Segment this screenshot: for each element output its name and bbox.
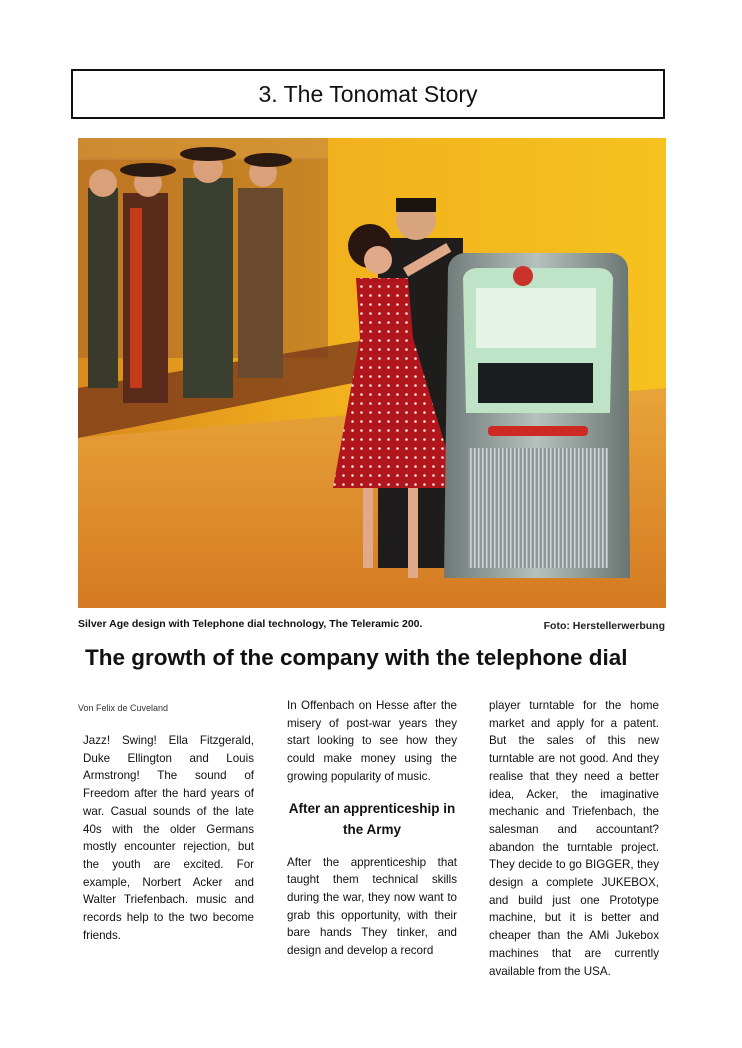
article-subheading: After an apprenticeship in the Army [288, 800, 456, 837]
jukebox-illustration [78, 138, 666, 608]
article-column-3 [489, 697, 659, 980]
photo-caption: Silver Age design with Telephone dial technology, The Teleramic 200. [78, 618, 423, 630]
page-title: 3. The Tonomat Story [258, 80, 478, 107]
column-2-text-b: After the apprenticeship that taught them technical skills during the war, they now want to grab this opportunity, with their bare hands They tinker, and design and develop a record [287, 855, 457, 958]
column-2-text-a: In Offenbach on Hesse after the misery of post-war years they start looking to see how they could make money using the growing popularity of music. [287, 699, 457, 783]
article-column-1 [83, 732, 254, 944]
column-1-text: Jazz! Swing! Ella Fitzgerald, Duke Ellington and Louis Armstrong! The sound of Freedom after the hard years of war. Casual sounds of the late 40s with the older Germans mostly encounter rejection, but the youth are excited. For example, Norbert Acker and Walter Triefenbach. music and records help to the two become friends. [83, 734, 254, 942]
jukebox-photo [78, 138, 666, 608]
jukebox [444, 253, 630, 578]
photo-credit: Foto: Herstellerwerbung [543, 620, 665, 632]
article-byline: Von Felix de Cuveland [78, 703, 169, 713]
article-headline: The growth of the company with the telephone dial [85, 645, 628, 670]
article-column-2 [287, 697, 457, 960]
column-3-text: player turntable for the home market and apply for a patent. But the sales of this new turntable are not good. And they realise that they need a better idea, Acker, the imaginative mechanic and Triefenbach, the salesman and accountant? abandon the turntable project. They decide to go BIGGER, they design a complete JUKEBOX, and build just one Prototype machine, but it is better and cheaper than the AMi Jukebox machines that are currently available from the USA. [489, 699, 659, 978]
page-title-box [71, 69, 665, 119]
